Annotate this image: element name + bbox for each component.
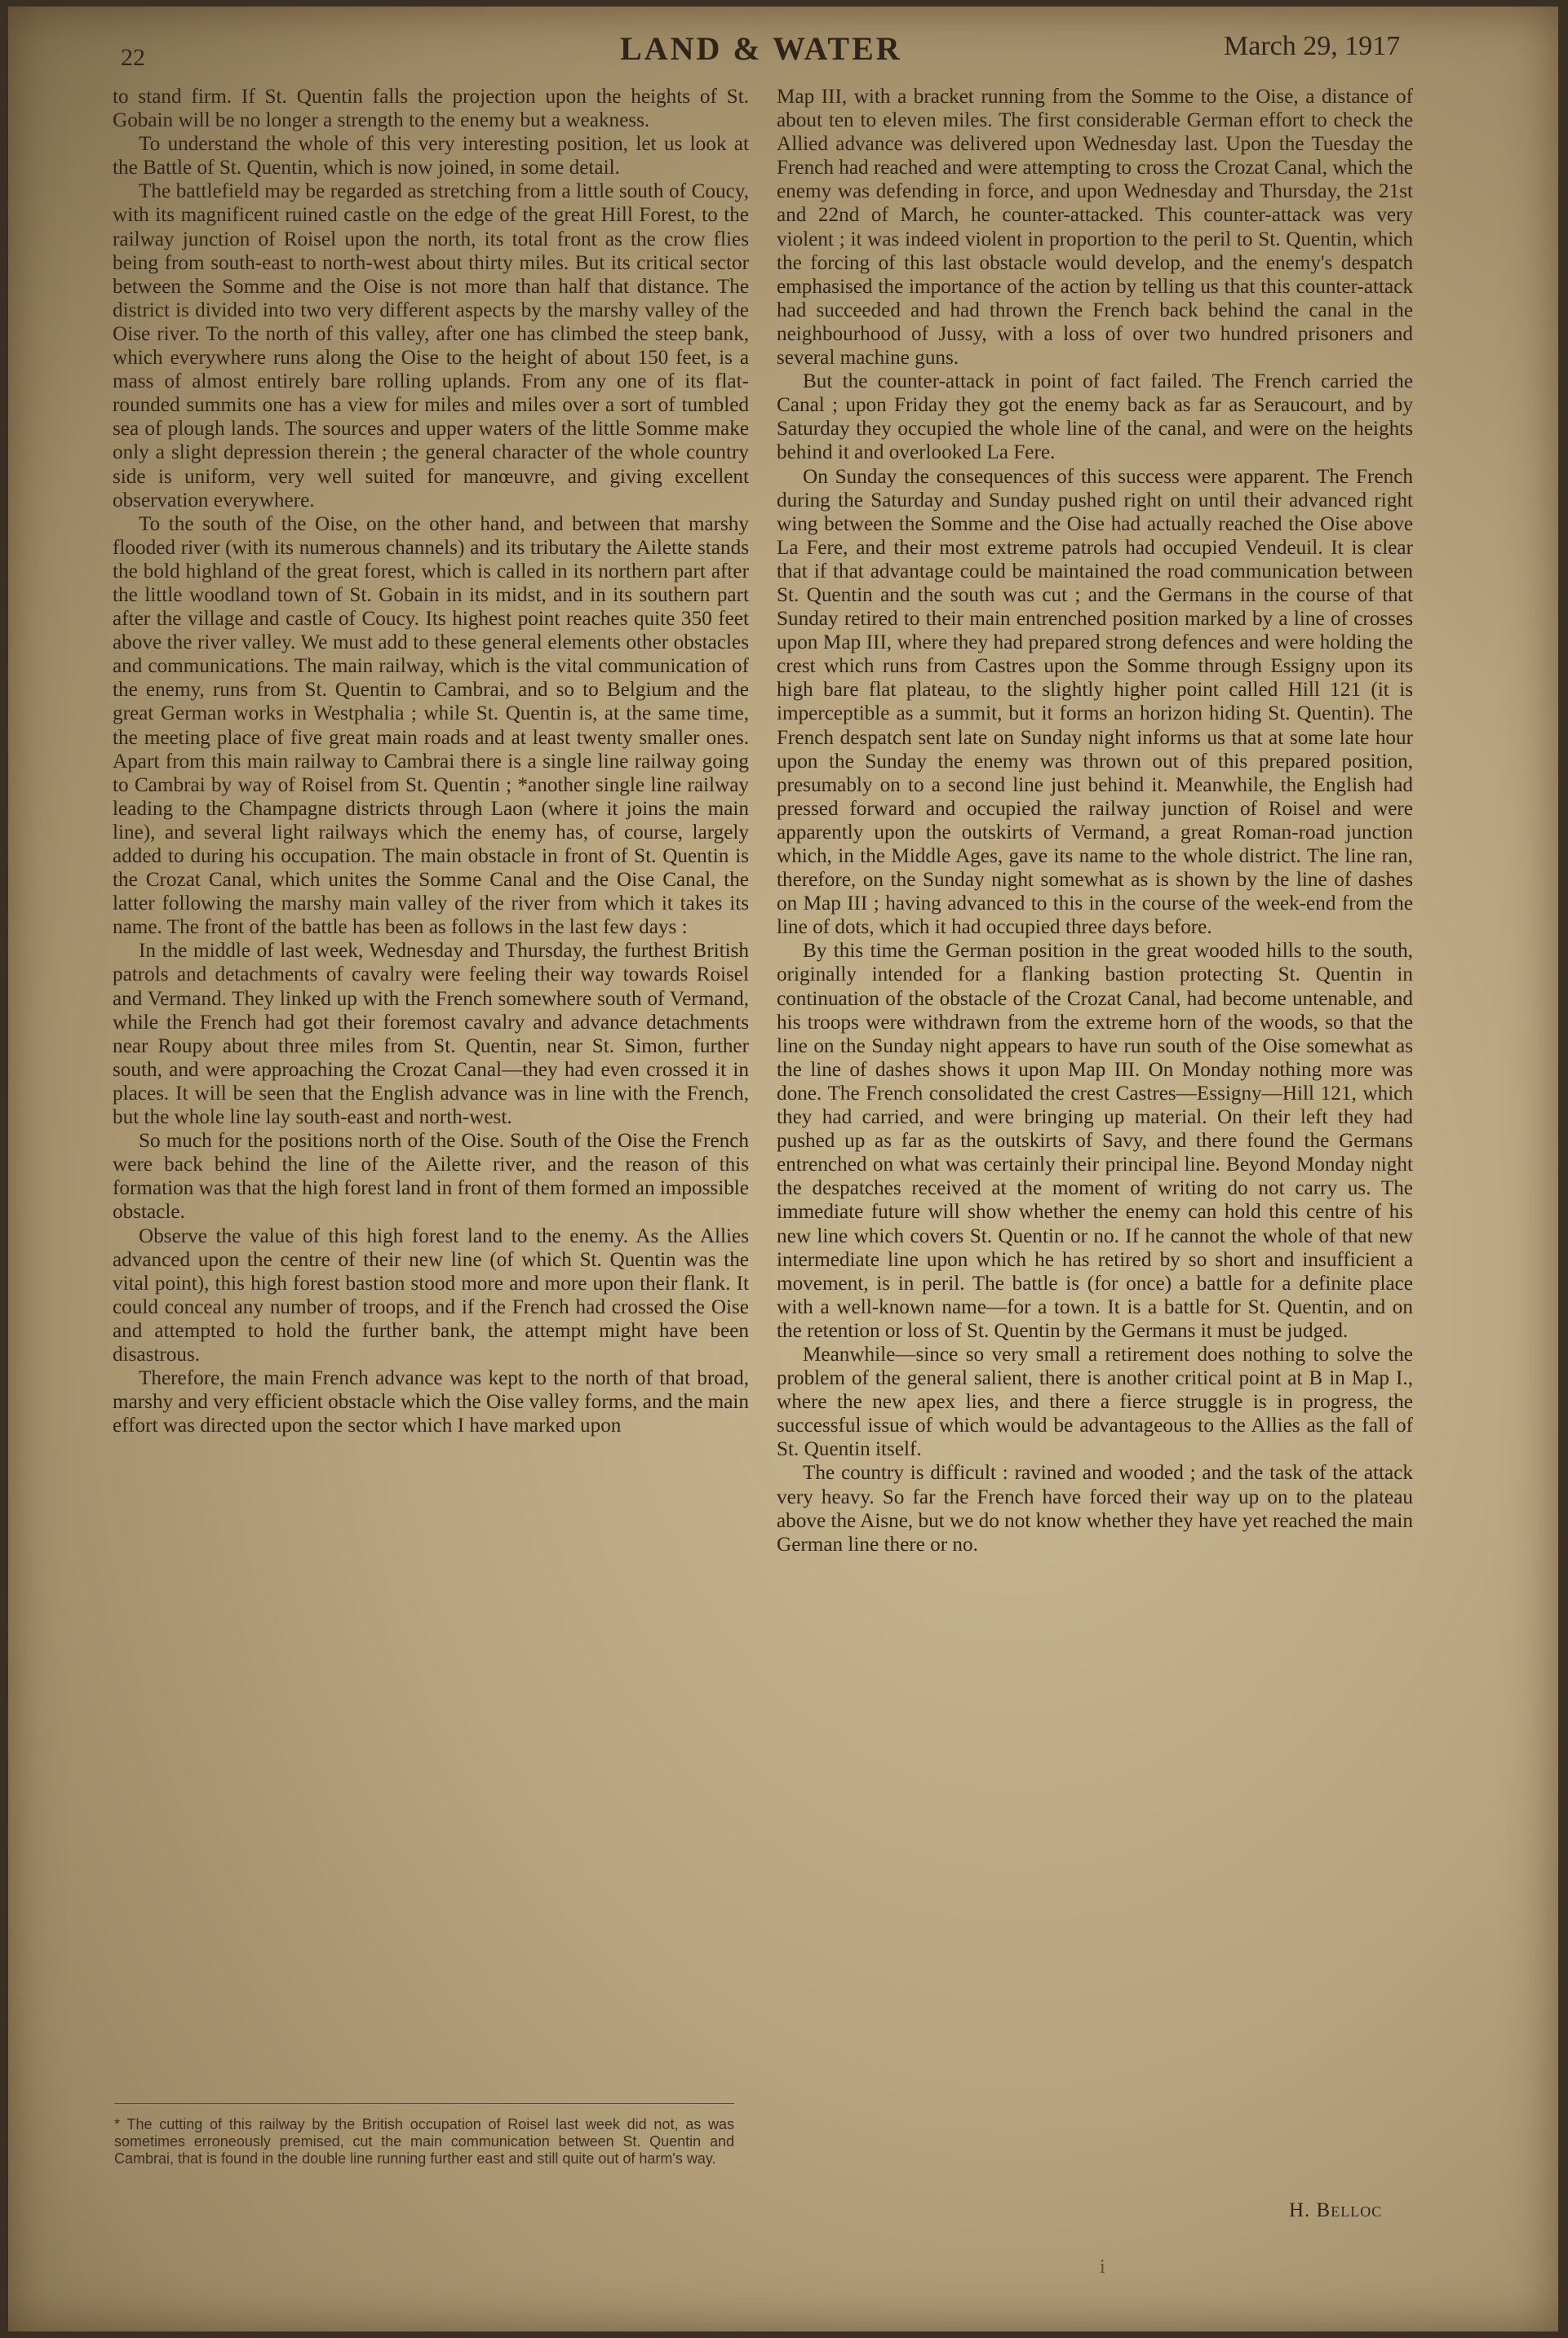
masthead-title: LAND & WATER (620, 30, 902, 67)
paragraph: But the counter-attack in point of fact failed. The French carried the Canal ; upon Friday they got the enemy back as far as Seraucourt, and by Saturday they occupied the whole line of the canal, and were on the heights behind it and overlooked La Fere. (777, 370, 1413, 464)
page-mark: i (1100, 2256, 1105, 2278)
page-header (8, 29, 1558, 78)
right-column (777, 85, 1413, 1556)
paragraph: To the south of the Oise, on the other hand, and between that marshy flooded river (with its numerous channels) and its tributary the Ailette stands the bold highland of the great forest, which is called in its northern part after the little woodland town of St. Gobain in its midst, and in its southern part after the village and castle of Coucy. Its highest point reaches quite 350 feet above the river valley. We must add to these general elements other obstacles and communications. The main railway, which is the vital communication of the enemy, runs from St. Quentin to Cambrai, and so to Belgium and the great German works in Westphalia ; while St. Quentin is, at the same time, the meeting place of five great main roads and at least twenty smaller ones. Apart from this main railway to Cambrai there is a single line railway going to Cambrai by way of Roisel from St. Quentin ; *another single line railway leading to the Champagne districts through Laon (where it joins the main line), and several light railways which the enemy has, of course, largely added to during his occupation. The main obstacle in front of St. Quentin is the Crozat Canal, which unites the Somme Canal and the Oise Canal, the latter following the marshy main valley of the river from which it takes its name. The front of the battle has been as follows in the last few days : (113, 512, 749, 939)
paragraph: Map III, with a bracket running from the Somme to the Oise, a distance of about ten to eleven miles. The first considerable German effort to check the Allied advance was delivered upon Wednesday last. Upon the Tuesday the French had reached and were attempting to cross the Crozat Canal, which the enemy was defending in force, and upon Wednesday and Thursday, the 21st and 22nd of March, he counter-attacked. This counter-attack was very violent ; it was indeed violent in proportion to the peril to St. Quentin, which the forcing of this last obstacle would develop, and the enemy's despatch emphasised the importance of the action by telling us that this counter-attack had succeeded and had thrown the French back behind the canal in the neighbourhood of Jussy, with a loss of over two hundred prisoners and several machine guns. (777, 86, 1413, 370)
paragraph: Meanwhile—since so very small a retirement does nothing to solve the problem of the general salient, there is another critical point at B in Map I., where the new apex lies, and there a fierce struggle is in progress, the successful issue of which would be advantageous to the Allies as the fall of St. Quentin itself. (777, 1343, 1413, 1461)
left-column (113, 85, 749, 1437)
paragraph: Observe the value of this high forest land to the enemy. As the Allies advanced upon the centre of their new line (of which St. Quentin was the vital point), this high forest bastion stood more and more upon their flank. It could conceal any number of troops, and if the French had crossed the Oise and attempted to hold the further bank, the attempt might have been disastrous. (113, 1224, 749, 1366)
paragraph: By this time the German position in the great wooded hills to the south, originally intended for a flanking bastion protecting St. Quentin in continuation of the obstacle of the Crozat Canal, had become untenable, and his troops were withdrawn from the extreme horn of the woods, so that the line on the Sunday night appears to have run south of the Oise somewhat as the line of dashes shows it upon Map III. On Monday nothing more was done. The French consolidated the crest Castres—Essigny—Hill 121, which they had carried, and were bringing up material. On their left they had pushed up as far as the outskirts of Savy, and there found the Germans entrenched on what was certainly their principal line. Beyond Monday night the despatches received at the moment of writing do not carry us. The immediate future will show whether the enemy can hold this centre of his new line which covers St. Quentin or no. If he cannot the whole of that new intermediate line upon which he has retired by so short and insufficient a movement, is in peril. The battle is (for once) a battle for a definite place with a well-known name—for a town. It is a battle for St. Quentin, and on the retention or loss of St. Quentin by the Germans it must be judged. (777, 940, 1413, 1342)
page-number: 22 (121, 44, 145, 71)
author-signature: H. Belloc (1289, 2199, 1383, 2221)
paragraph: In the middle of last week, Wednesday and Thursday, the furthest British patrols and detachments of cavalry were feeling their way towards Roisel and Vermand. They linked up with the French somewhere south of Vermand, while the French had got their foremost cavalry and advance detachments near Roupy about three miles from St. Quentin, near St. Simon, further south, and were approaching the Crozat Canal—they had even crossed it in places. It will be seen that the English advance was in line with the French, but the whole line lay south-east and north-west. (113, 940, 749, 1129)
footnote-rule (114, 2103, 734, 2104)
paragraph: to stand firm. If St. Quentin falls the projection upon the heights of St. Gobain will be no longer a strength to the enemy but a weakness. (113, 86, 749, 132)
paragraph: Therefore, the main French advance was kept to the north of that broad, marshy and very efficient obstacle which the Oise valley forms, and the main effort was directed upon the sector which I have marked upon (113, 1367, 749, 1437)
footnote: * The cutting of this railway by the British occupation of Roisel last week did not, as was sometimes erroneously premised, cut the main communication between St. Quentin and Cambrai, that is found in the double line running further east and still quite out of harm's way. (114, 2116, 734, 2167)
issue-date: March 29, 1917 (1224, 31, 1401, 61)
paragraph: So much for the positions north of the Oise. South of the Oise the French were back behind the line of the Ailette river, and the reason of this formation was that the high forest land in front of them formed an impossible obstacle. (113, 1130, 749, 1224)
paragraph: On Sunday the consequences of this success were apparent. The French during the Saturday and Sunday pushed right on until their advanced right wing between the Somme and the Oise had actually reached the Oise above La Fere, and their most extreme patrols had occupied Vendeuil. It is clear that if that advantage could be maintained the road communication between St. Quentin and the south was cut ; and the Germans in the course of that Sunday retired to their main entrenched position marked by a line of crosses upon Map III, where they had prepared strong defences and were holding the crest which runs from Castres upon the Somme through Essigny upon its high bare flat plateau, to the slightly higher point called Hill 121 (it is imperceptible as a summit, but it forms an horizon hiding St. Quentin). The French despatch sent late on Sunday night informs us that at some late hour upon the Sunday the enemy was thrown out of this prepared position, presumably on to a second line just behind it. Meanwhile, the English had pressed forward and occupied the railway junction of Roisel and were apparently upon the outskirts of Vermand, a great Roman-road junction which, in the Middle Ages, gave its name to the whole district. The line ran, therefore, on the Sunday night somewhat as is shown by the line of dashes on Map III ; having advanced to this in the course of the week-end from the line of dots, which it had occupied three days before. (777, 465, 1413, 939)
paragraph: The battlefield may be regarded as stretching from a little south of Coucy, with its magnificent ruined castle on the edge of the great Hill Forest, to the railway junction of Roisel upon the north, its total front as the crow flies being from south-east to north-west about thirty miles. But its critical sector between the Somme and the Oise is not more than half that distance. The district is divided into two very different aspects by the marshy valley of the Oise river. To the north of this valley, after one has climbed the steep bank, which everywhere runs along the Oise to the height of about 150 feet, is a mass of almost entirely bare rolling uplands. From any one of its flat-rounded summits one has a view for miles and miles over a sort of tumbled sea of plough lands. The sources and upper waters of the little Somme make only a slight depression therein ; the general character of the whole country side is uniform, very well suited for manœuvre, and giving excellent observation everywhere. (113, 180, 749, 511)
magazine-page (8, 7, 1558, 2331)
paragraph: The country is difficult : ravined and wooded ; and the task of the attack very heavy. So far the French have forced their way up on to the plateau above the Aisne, but we do not know whether they have yet reached the main German line there or no. (777, 1462, 1413, 1556)
paragraph: To understand the whole of this very interesting position, let us look at the Battle of St. Quentin, which is now joined, in some detail. (113, 133, 749, 179)
